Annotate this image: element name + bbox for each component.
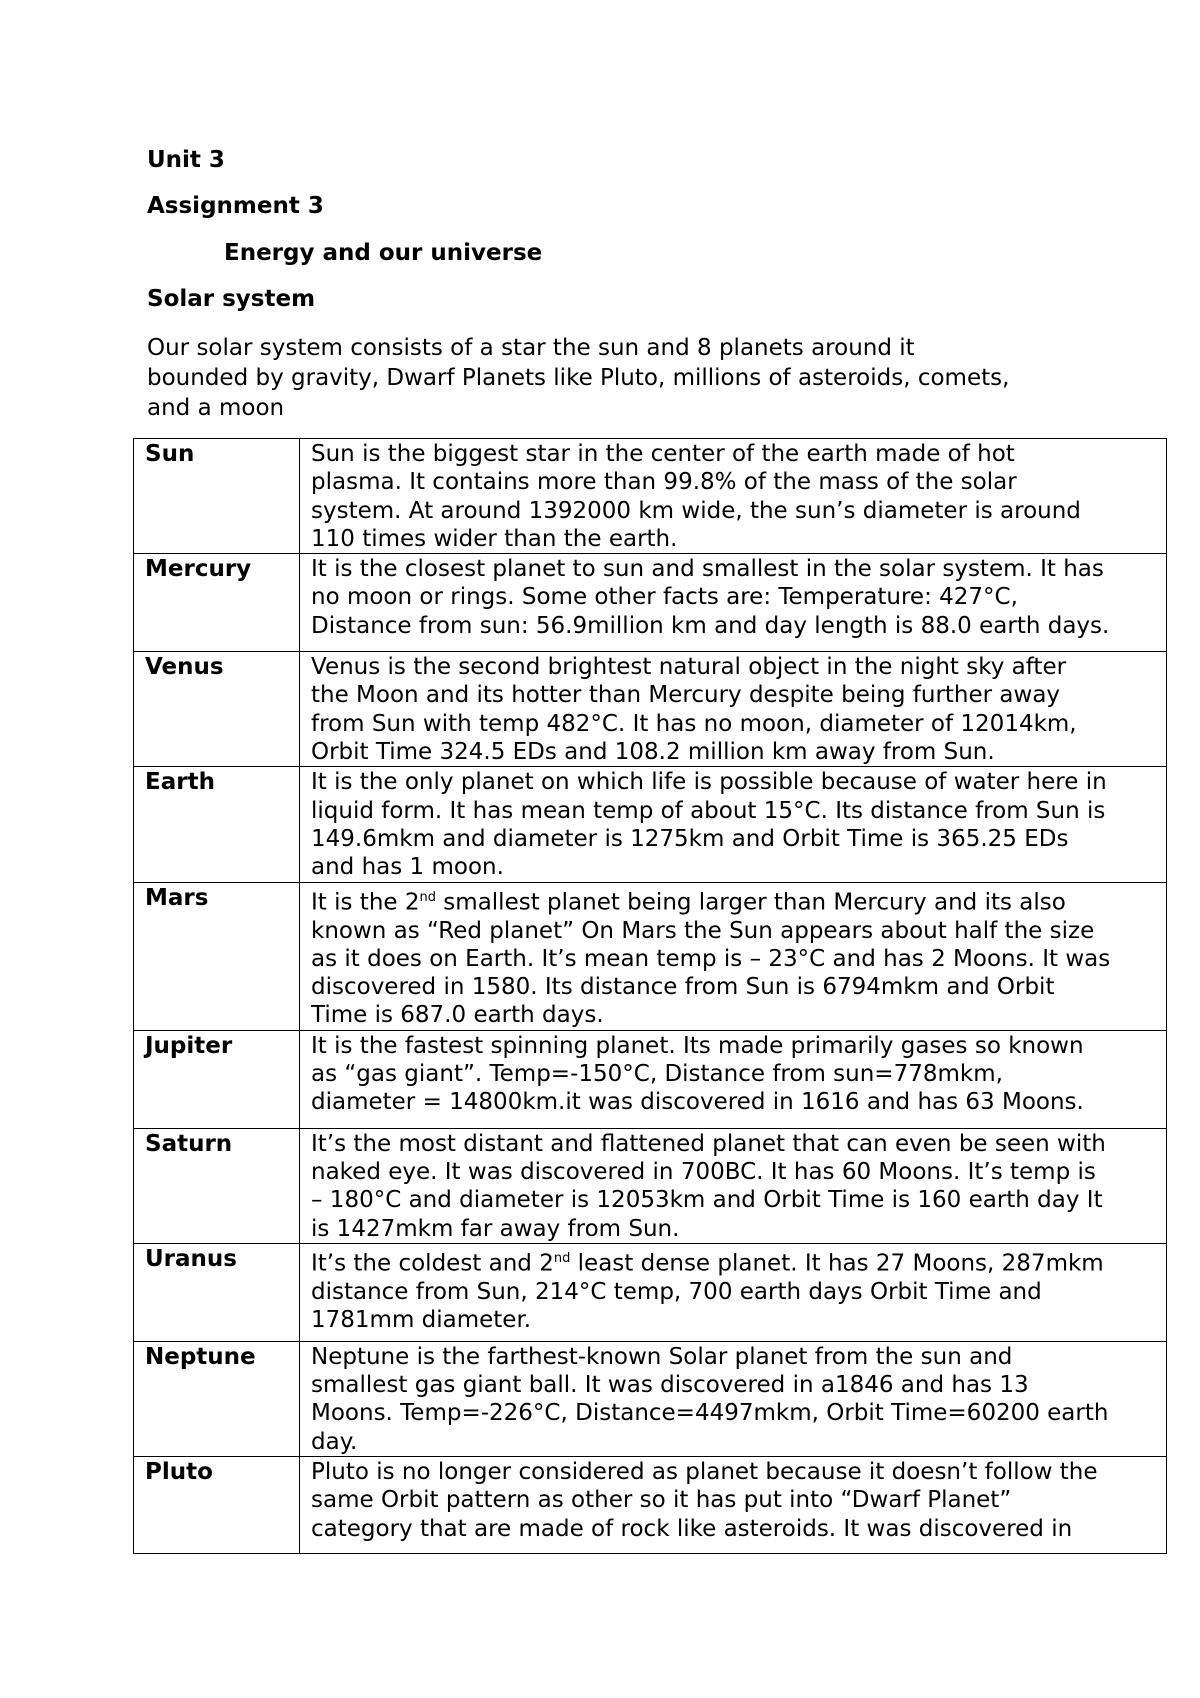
table-row (134, 1457, 1167, 1554)
planet-description: It’s the coldest and 2nd least dense planet. It has 27 Moons, 287mkm distance from Sun, 214°C temp, 700 earth days Orbit Time and 1781mm diameter. (300, 1243, 1167, 1341)
planet-description: It is the 2nd smallest planet being larger than Mercury and its also known as “Red planet” On Mars the Sun appears about half the size as it does on Earth. It’s mean temp is – 23°C and has 2 Moons. It was discovered in 1580. Its distance from Sun is 6794mkm and Orbit Time is 687.0 earth days. (300, 882, 1167, 1030)
assignment-heading: Assignment 3 (147, 193, 324, 219)
planet-name: Venus (134, 652, 300, 767)
planet-name: Neptune (134, 1341, 300, 1456)
planet-table (133, 438, 1167, 1554)
table-row (134, 1128, 1167, 1243)
unit-heading: Unit 3 (147, 147, 225, 173)
planet-description: Neptune is the farthest-known Solar planet from the sun and smallest gas giant ball. It was discovered in a1846 and has 13 Moons. Temp=-226°C, Distance=4497mkm, Orbit Time=60200 earth day. (300, 1341, 1167, 1456)
planet-description: It is the closest planet to sun and smallest in the solar system. It has no moon or rings. Some other facts are: Temperature: 427°C, Distance from sun: 56.9million km and day length is 88.0 earth days. (300, 554, 1167, 652)
table-row (134, 767, 1167, 882)
table-row (134, 1341, 1167, 1456)
planet-name: Mars (134, 882, 300, 1030)
planet-description: Sun is the biggest star in the center of the earth made of hot plasma. It contains more than 99.8% of the mass of the solar system. At around 1392000 km wide, the sun’s diameter is around 110 times wider than the earth. (300, 439, 1167, 554)
planet-name: Saturn (134, 1128, 300, 1243)
intro-paragraph (147, 333, 1107, 423)
table-row (134, 554, 1167, 652)
topic-heading: Energy and our universe (224, 240, 543, 266)
table-row (134, 1243, 1167, 1341)
planet-description: It is the fastest spinning planet. Its made primarily gases so known as “gas giant”. Temp=-150°C, Distance from sun=778mkm, diameter = 14800km.it was discovered in 1616 and has 63 Moons. (300, 1030, 1167, 1128)
table-row (134, 1030, 1167, 1128)
planet-name: Pluto (134, 1457, 300, 1554)
table-row (134, 439, 1167, 554)
planet-description: Pluto is no longer considered as planet because it doesn’t follow the same Orbit pattern as other so it has put into “Dwarf Planet” category that are made of rock like asteroids. It was discovered in (300, 1457, 1167, 1554)
table-row (134, 652, 1167, 767)
planet-name: Jupiter (134, 1030, 300, 1128)
planet-name: Sun (134, 439, 300, 554)
planet-description: It is the only planet on which life is possible because of water here in liquid form. It has mean temp of about 15°C. Its distance from Sun is 149.6mkm and diameter is 1275km and Orbit Time is 365.25 EDs and has 1 moon. (300, 767, 1167, 882)
table-row (134, 882, 1167, 1030)
intro-line: Our solar system consists of a star the sun and 8 planets around it (147, 335, 915, 361)
planet-name: Earth (134, 767, 300, 882)
planet-name: Mercury (134, 554, 300, 652)
planet-description: It’s the most distant and flattened planet that can even be seen with naked eye. It was discovered in 700BC. It has 60 Moons. It’s temp is – 180°C and diameter is 12053km and Orbit Time is 160 earth day It is 1427mkm far away from Sun. (300, 1128, 1167, 1243)
planet-name: Uranus (134, 1243, 300, 1341)
section-heading: Solar system (147, 286, 316, 312)
planet-description: Venus is the second brightest natural object in the night sky after the Moon and its hotter than Mercury despite being further away from Sun with temp 482°C. It has no moon, diameter of 12014km, Orbit Time 324.5 EDs and 108.2 million km away from Sun. (300, 652, 1167, 767)
intro-line: bounded by gravity, Dwarf Planets like Pluto, millions of asteroids, comets, (147, 365, 1010, 391)
intro-line: and a moon (147, 395, 285, 421)
